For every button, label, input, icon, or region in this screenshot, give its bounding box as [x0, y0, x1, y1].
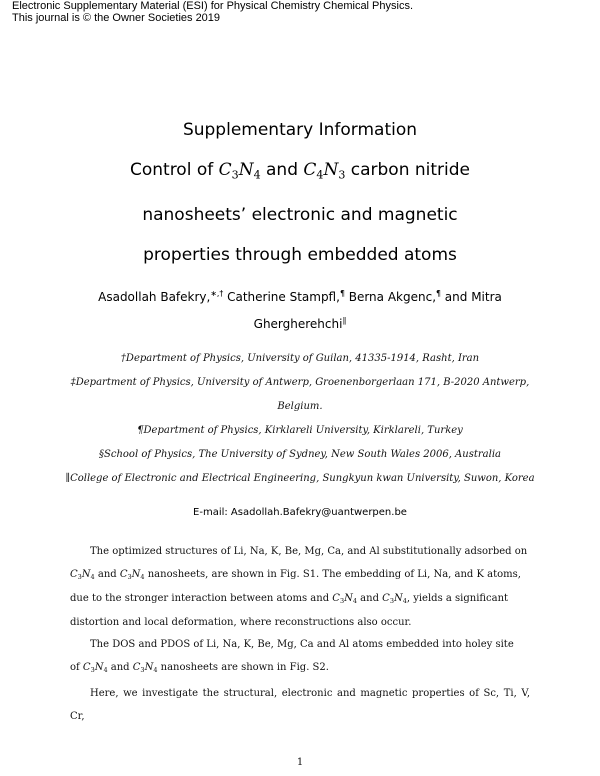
- para-text: The DOS and PDOS of Li, Na, K, Be, Mg, Ca and Al atoms embedded into holey site: [90, 639, 514, 650]
- title-text: Control of: [129, 160, 219, 180]
- affiliation-antwerp: ‡Department of Physics, University of Antwerp, Groenenborgerlaan 171, B-2020 Antwerp,: [70, 377, 530, 388]
- formula-c3n4: $C_3N_4$: [70, 568, 95, 581]
- author-name: Ghergherehchi: [253, 317, 343, 331]
- affiliation-sungkyunkwan: ∥College of Electronic and Electrical Engineering, Sungkyun kwan University, Suwon, Korea: [65, 473, 535, 484]
- formula-c3n4: $C_3N_4$: [332, 592, 357, 605]
- para-text: , yields a significant: [406, 592, 509, 604]
- affiliation-sydney: §School of Physics, The University of Sydney, New South Wales 2006, Australia: [99, 449, 501, 460]
- para-text: due to the stronger interaction between atoms and: [70, 592, 330, 604]
- formula-symbol: N: [323, 160, 339, 180]
- formula-c3n4: $C_3N_4$: [82, 661, 108, 674]
- author-name: Berna Akgenc,: [344, 290, 437, 304]
- affiliation-antwerp-cont: Belgium.: [277, 401, 323, 412]
- formula-symbol: C: [303, 160, 317, 180]
- title-line-3: nanosheets’ electronic and magnetic: [142, 205, 458, 226]
- author-name: Catherine Stampfl,: [223, 290, 340, 304]
- para-text: nanosheets, are shown in Fig. S1. The embedding of Li, Na, and K atoms,: [147, 568, 521, 580]
- author-mark: ∗,†: [210, 289, 224, 298]
- formula-c3n4: $C_3N_4$: [132, 661, 158, 674]
- para-text: The optimized structures of Li, Na, K, Be, Mg, Ca, and Al substitutionally adsorbed on: [90, 546, 528, 557]
- title-line-2: [0, 150, 600, 195]
- para-text: Here, we investigate the structural, electronic and magnetic properties of Sc, Ti, V, Cr,: [70, 688, 530, 722]
- formula-symbol: C: [218, 160, 232, 180]
- affiliation-guilan: †Department of Physics, University of Guilan, 41335-1914, Rasht, Iran: [120, 353, 480, 364]
- authors-line-1: [0, 289, 600, 304]
- formula-c4n3: [303, 160, 345, 180]
- paragraph-1: [70, 541, 530, 635]
- journal-header: [12, 0, 413, 24]
- formula-c3n4: [219, 160, 261, 180]
- formula-subscript: 4: [253, 168, 261, 182]
- author-mark: ∥: [342, 316, 347, 325]
- formula-c3n4: $C_3N_4$: [119, 568, 145, 581]
- paragraph-3: [70, 683, 530, 728]
- formula-subscript: 3: [338, 168, 346, 182]
- author-mark: ¶: [339, 289, 345, 298]
- title-block: [0, 110, 600, 275]
- author-name: and Mitra: [440, 290, 502, 304]
- formula-subscript: 4: [316, 168, 324, 182]
- formula-symbol: N: [238, 160, 254, 180]
- title-text: carbon nitride: [345, 160, 470, 180]
- formula-subscript: 3: [231, 168, 239, 182]
- email-line: E-mail: Asadollah.Bafekry@uantwerpen.be: [193, 507, 407, 518]
- affiliation-kirklareli: ¶Department of Physics, Kirklareli University, Kirklareli, Turkey: [137, 425, 463, 436]
- para-text: of: [70, 661, 83, 673]
- para-text: and: [94, 568, 120, 580]
- title-text: and: [260, 160, 304, 180]
- para-text: distortion and local deformation, where reconstructions also occur.: [70, 617, 412, 629]
- author-name: Asadollah Bafekry,: [98, 290, 211, 304]
- header-line-1: Electronic Supplementary Material (ESI) for Physical Chemistry Chemical Physics.: [12, 0, 414, 12]
- title-line-4: properties through embedded atoms: [143, 245, 457, 266]
- formula-c3n4: $C_3N_4$: [382, 592, 407, 605]
- paragraph-2: The DOS and PDOS of Li, Na, K, Be, Mg, Ca and Al atoms embedded into holey site of $C_3N_4$ and $C_3N_4$ nanosheets are shown in Fig. S2.: [70, 639, 514, 674]
- title-line-1: Supplementary Information: [182, 120, 418, 140]
- para-text: and: [356, 592, 383, 604]
- para-text: nanosheets are shown in Fig. S2.: [157, 661, 329, 673]
- authors-line-2: [0, 316, 600, 331]
- author-mark: ¶: [436, 289, 441, 298]
- header-line-2: This journal is © the Owner Societies 2019: [12, 12, 221, 24]
- page-number: 1: [296, 757, 304, 768]
